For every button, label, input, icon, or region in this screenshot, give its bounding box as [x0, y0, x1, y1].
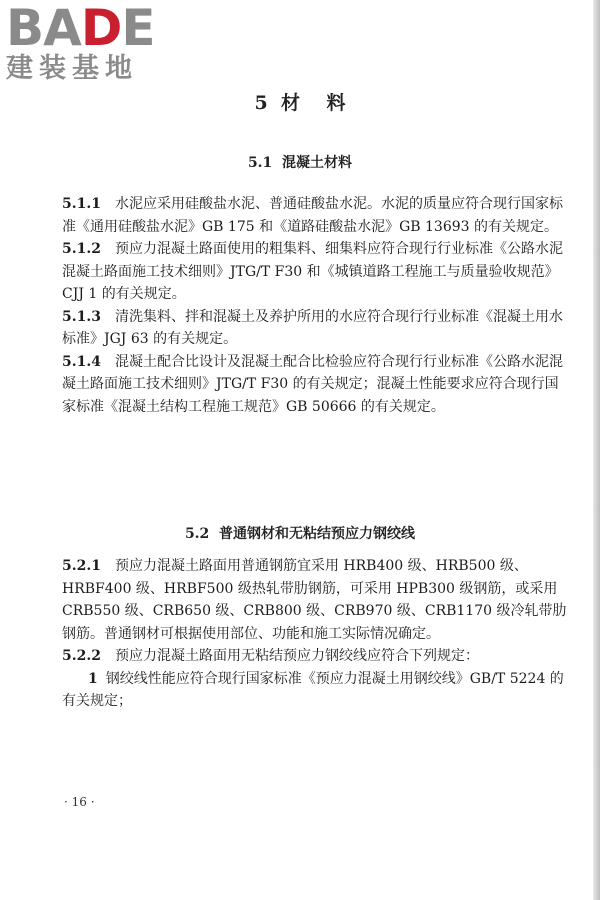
chapter-title: 5 材 料: [254, 92, 346, 114]
clause-text: 混凝土配合比设计及混凝土配合比检验应符合现行行业标准《公路水泥混凝土路面施工技术细则》JTG/T F30 的有关规定；混凝土性能要求应符合现行国家标准《混凝土结构工程施工规范》GB 50666 的有关规定。: [62, 353, 563, 415]
section-title: 5.2 普通钢材和无粘结预应力钢绞线: [184, 526, 416, 542]
clause-number: 5.1.1: [62, 196, 101, 212]
section-5-2-body: [62, 555, 572, 713]
clause: [62, 555, 572, 645]
logo-text-d: D: [80, 0, 122, 57]
clause-text: 预应力混凝土路面用普通钢筋宜采用 HRB400 级、HRB500 级、HRBF400 级、HRBF500 级热轧带肋钢筋，可采用 HPB300 级钢筋，或采用 CRB550 级、CRB650 级、CRB800 级、CRB970 级、CRB1170 级冷轧带肋钢筋。普通钢材可根据使用部位、功能和施工实际情况确定。: [62, 558, 567, 642]
logo-wordmark: [6, 0, 176, 57]
clause-text: 清洗集料、拌和混凝土及养护所用的水应符合现行行业标准《混凝土用水标准》JGJ 63 的有关规定。: [62, 308, 563, 347]
list-item: [62, 668, 572, 713]
clause-number: 5.2.2: [62, 648, 101, 664]
item-text: 钢绞线性能应符合现行国家标准《预应力混凝土用钢绞线》GB/T 5224 的有关规定；: [62, 670, 564, 709]
section-title: 5.1 混凝土材料: [247, 155, 353, 171]
logo-text-ba: BA: [6, 0, 81, 57]
logo-text-e: E: [121, 0, 155, 57]
clause-number: 5.2.1: [62, 558, 101, 574]
section-5-1-body: [62, 193, 572, 418]
clause: [62, 238, 572, 306]
clause: [62, 193, 572, 238]
clause-number: 5.1.4: [62, 353, 101, 370]
clause-text: 预应力混凝土路面使用的粗集料、细集料应符合现行行业标准《公路水泥混凝土路面施工技术细则》JTG/T F30 和《城镇道路工程施工与质量验收规范》CJJ 1 的有关规定。: [62, 241, 563, 302]
clause-number: 5.1.2: [62, 241, 101, 257]
clause: [62, 351, 572, 419]
bade-logo: [6, 2, 176, 90]
clause: [62, 645, 572, 668]
clause: [62, 306, 572, 351]
page-number: · 16 ·: [64, 795, 95, 809]
logo-subtitle: 建装基地: [6, 53, 138, 84]
clause-number: 5.1.3: [62, 308, 101, 325]
clause-text: 水泥应采用硅酸盐水泥、普通硅酸盐水泥。水泥的质量应符合现行国家标准《通用硅酸盐水泥》GB 175 和《道路硅酸盐水泥》GB 13693 的有关规定。: [62, 196, 563, 235]
clause-text: 预应力混凝土路面用无粘结预应力钢绞线应符合下列规定：: [114, 648, 479, 664]
item-number: 1: [88, 670, 98, 687]
page-edge-shadow: [593, 0, 600, 900]
